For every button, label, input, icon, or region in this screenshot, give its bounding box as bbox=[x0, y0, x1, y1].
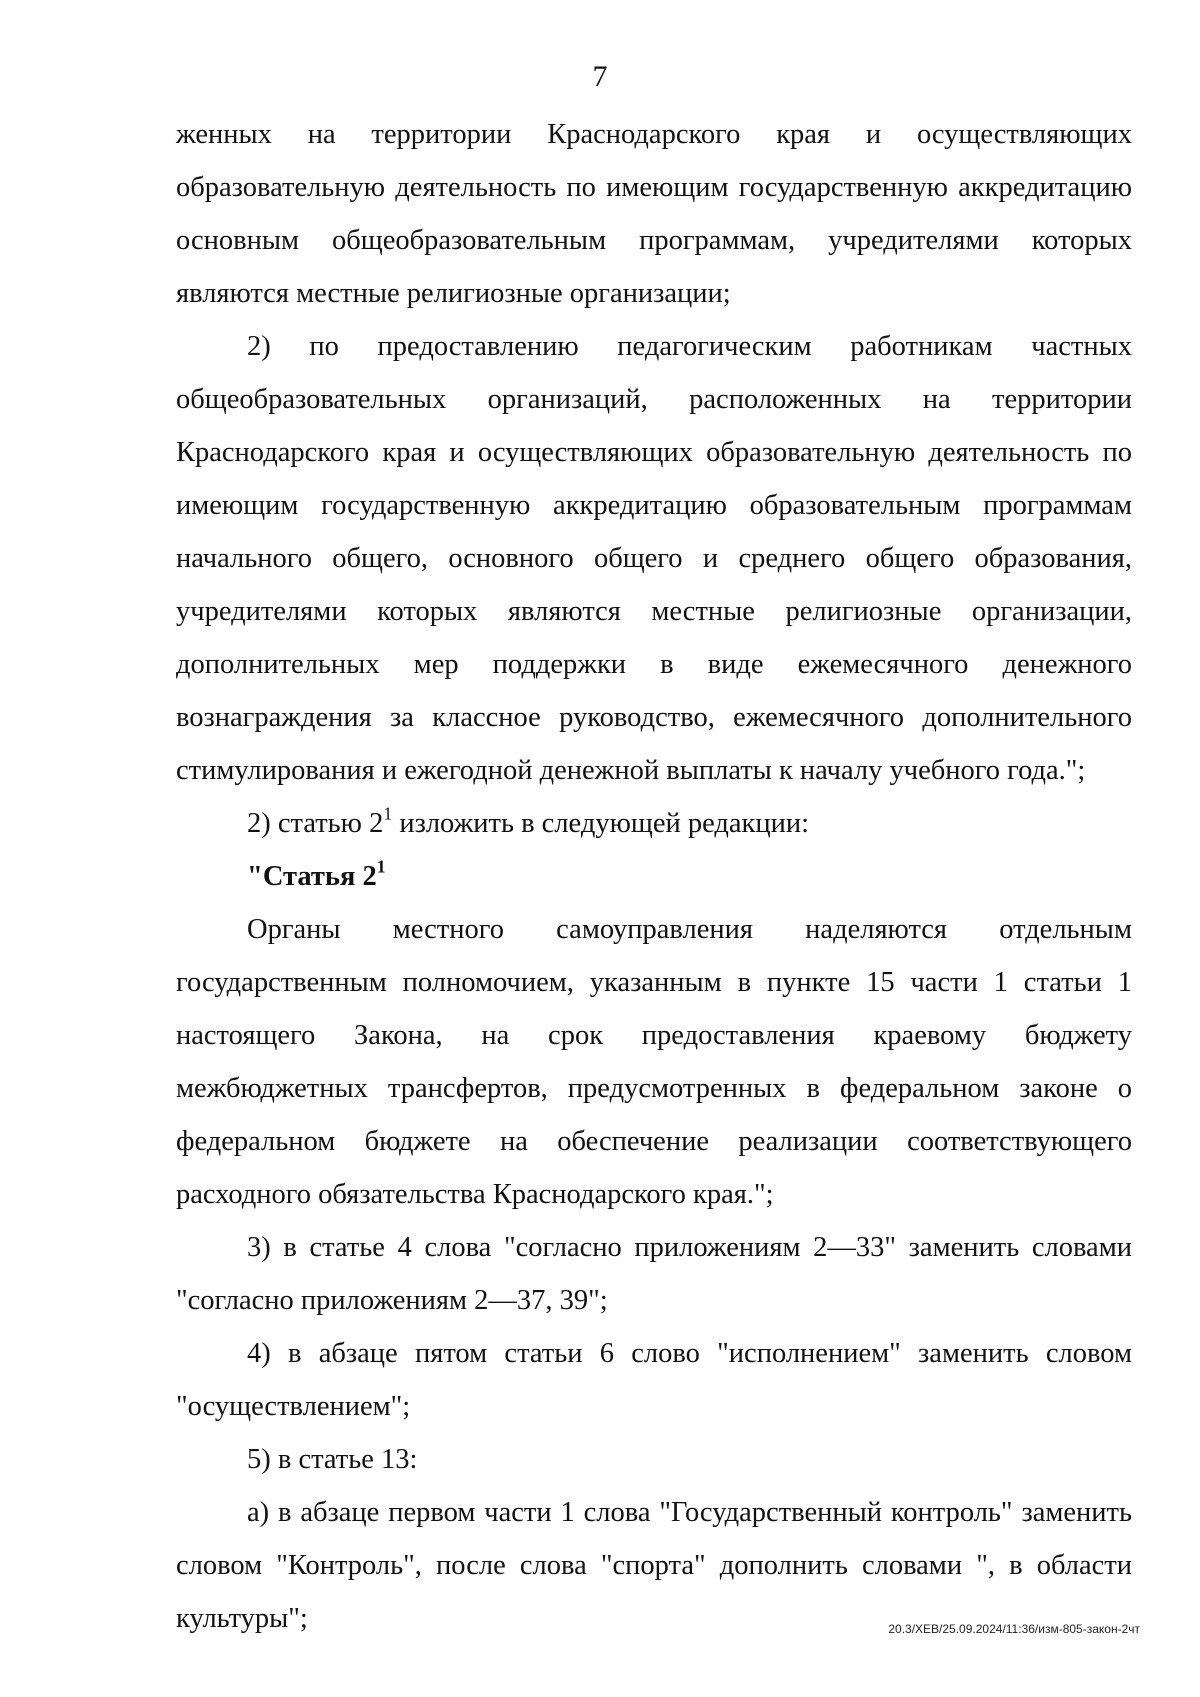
amendment-2-superscript: 1 bbox=[383, 803, 393, 824]
paragraph-amendment-5a: а) в абзаце первом части 1 слова "Государственный контроль" заменить словом "Контроль", после слова "спорта" дополнить словами ", в области культуры"; bbox=[176, 1497, 1132, 1634]
paragraph-article-body: Органы местного самоуправления наделяются отдельным государственным полномочием, указанным в пункте 15 части 1 статьи 1 настоящего Закона, на срок предоставления краевому бюджету межбюджетных трансфертов, предусмотренных в федеральном законе о федеральном бюджете на обеспечение реализации соответствующего расходного обязательства Краснодарского края."; bbox=[176, 914, 1132, 1210]
article-heading-superscript: 1 bbox=[376, 856, 386, 877]
amendment-2-suffix: изложить в следующей редакции: bbox=[392, 808, 810, 839]
paragraph-amendment-5: 5) в статье 13: bbox=[247, 1444, 418, 1475]
paragraph-amendment-3: 3) в статье 4 слова "согласно приложениям 2—33" заменить словами "согласно приложениям 2—37, 39"; bbox=[176, 1232, 1132, 1316]
paragraph-amendment-4: 4) в абзаце пятом статьи 6 слово "исполнением" заменить словом "осуществлением"; bbox=[176, 1338, 1132, 1422]
article-heading-text: "Статья 2 bbox=[247, 861, 377, 892]
amendment-2-prefix: 2) статью 2 bbox=[247, 808, 384, 839]
document-footer-code: 20.3/ХЕВ/25.09.2024/11:36/изм-805-закон-2чт bbox=[888, 1622, 1140, 1636]
page-number: 7 bbox=[592, 60, 608, 93]
paragraph-continuation: женных на территории Краснодарского края и осуществляющих образовательную деятельность по имеющим государственную аккредитацию основным общеобразовательным программам, учредителями которых являются местные религиозные организации; bbox=[176, 119, 1132, 309]
article-heading bbox=[176, 850, 1132, 903]
document-body bbox=[176, 108, 1132, 1645]
paragraph-item-2: 2) по предоставлению педагогическим работникам частных общеобразовательных организаций, расположенных на территории Краснодарского края и осуществляющих образовательную деятельность по имеющим государственную аккредитацию образовательным программам начального общего, основного общего и среднего общего образования, учредителями которых являются местные религиозные организации, дополнительных мер поддержки в виде ежемесячного денежного вознаграждения за классное руководство, ежемесячного дополнительного стимулирования и ежегодной денежной выплаты к началу учебного года."; bbox=[176, 331, 1132, 786]
paragraph-amendment-2 bbox=[176, 797, 1132, 850]
